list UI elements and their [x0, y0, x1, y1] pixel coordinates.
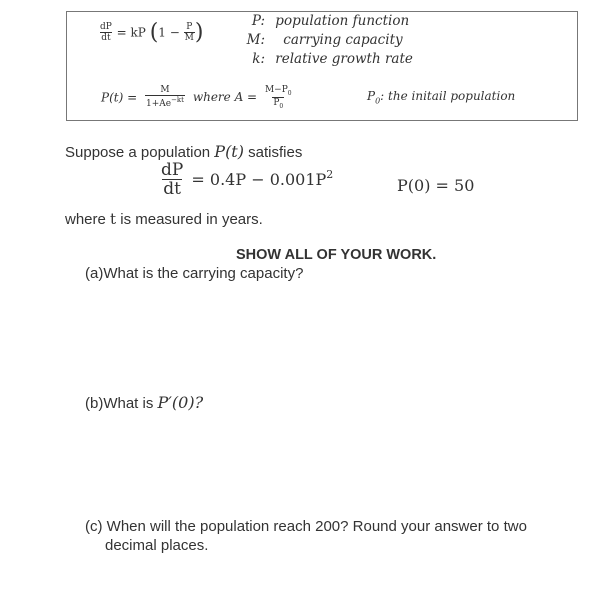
open-paren: (: [149, 20, 159, 45]
a-denominator-text: P: [273, 97, 280, 108]
initial-condition: P(0) = 50: [397, 176, 475, 195]
question-b-text: (b)What is: [85, 395, 154, 412]
where-suffix: is measured in years.: [120, 211, 263, 228]
question-b-math: P′(0)?: [157, 393, 204, 412]
equation-derivative: [160, 162, 184, 198]
initial-population-note: [367, 89, 515, 105]
show-work-heading: SHOW ALL OF YOUR WORK.: [236, 247, 437, 263]
a-numerator: [264, 86, 293, 97]
definition-symbol: k:: [252, 51, 265, 67]
equation-exponent: 2: [326, 168, 334, 182]
close-paren: ): [194, 20, 204, 45]
logistic-solution: [101, 86, 293, 110]
one-minus: 1 −: [158, 25, 180, 40]
p-over-m-fraction: [184, 23, 195, 43]
definition-symbol: M:: [246, 32, 265, 48]
a-denominator-sub: 0: [279, 102, 284, 110]
intro-suffix: satisfies: [248, 144, 303, 161]
eq-kp: = kP: [116, 25, 146, 40]
solution-denominator: [145, 95, 185, 109]
where-var: t: [110, 210, 117, 228]
question-a: (a)What is the carrying capacity?: [85, 265, 304, 282]
problem-intro: [65, 142, 302, 161]
derivative-fraction: [99, 23, 113, 43]
initial-sub: 0: [375, 96, 381, 106]
p-over-m-denominator: M: [184, 33, 194, 43]
definition-meaning: population function: [275, 13, 410, 29]
intro-math: P(t): [214, 142, 244, 161]
solution-numerator: M: [160, 85, 170, 96]
question-b: [85, 393, 203, 412]
a-numerator-text: M−P: [264, 85, 288, 95]
where-prefix: where: [65, 211, 106, 228]
logistic-equation: [99, 22, 203, 44]
equation-rhs: = 0.4P − 0.001P: [191, 169, 327, 189]
definition-k: [239, 51, 413, 67]
p-over-m-numerator: P: [186, 22, 193, 32]
definition-meaning: relative growth rate: [275, 51, 413, 67]
definition-m: [239, 32, 403, 48]
time-units-note: [65, 210, 263, 228]
derivative-denominator: dt: [101, 33, 111, 43]
solution-lhs: P(t) =: [101, 90, 138, 105]
a-denominator: [272, 97, 284, 110]
solution-denominator-base: 1+Ae: [145, 99, 172, 110]
question-c-continued: decimal places.: [105, 537, 209, 554]
problem-equation: [160, 162, 333, 198]
solution-exponent: −kt: [171, 96, 184, 105]
initial-text: : the initail population: [380, 89, 516, 103]
equation-dP: dP: [161, 160, 184, 180]
a-fraction: [264, 86, 293, 110]
formula-reference-box: [66, 11, 578, 121]
question-c: (c) When will the population reach 200? Round your answer to two: [85, 518, 527, 535]
solution-fraction: [145, 86, 185, 109]
initial-symbol: P: [367, 89, 376, 103]
a-numerator-sub: 0: [287, 89, 292, 97]
intro-prefix: Suppose a population: [65, 144, 211, 161]
where-a-label: where A =: [192, 90, 258, 105]
definition-symbol: P:: [251, 13, 265, 29]
definition-meaning: carrying capacity: [283, 32, 403, 48]
derivative-numerator: dP: [100, 22, 112, 32]
definition-p: [239, 13, 409, 29]
equation-dt: dt: [163, 179, 182, 199]
